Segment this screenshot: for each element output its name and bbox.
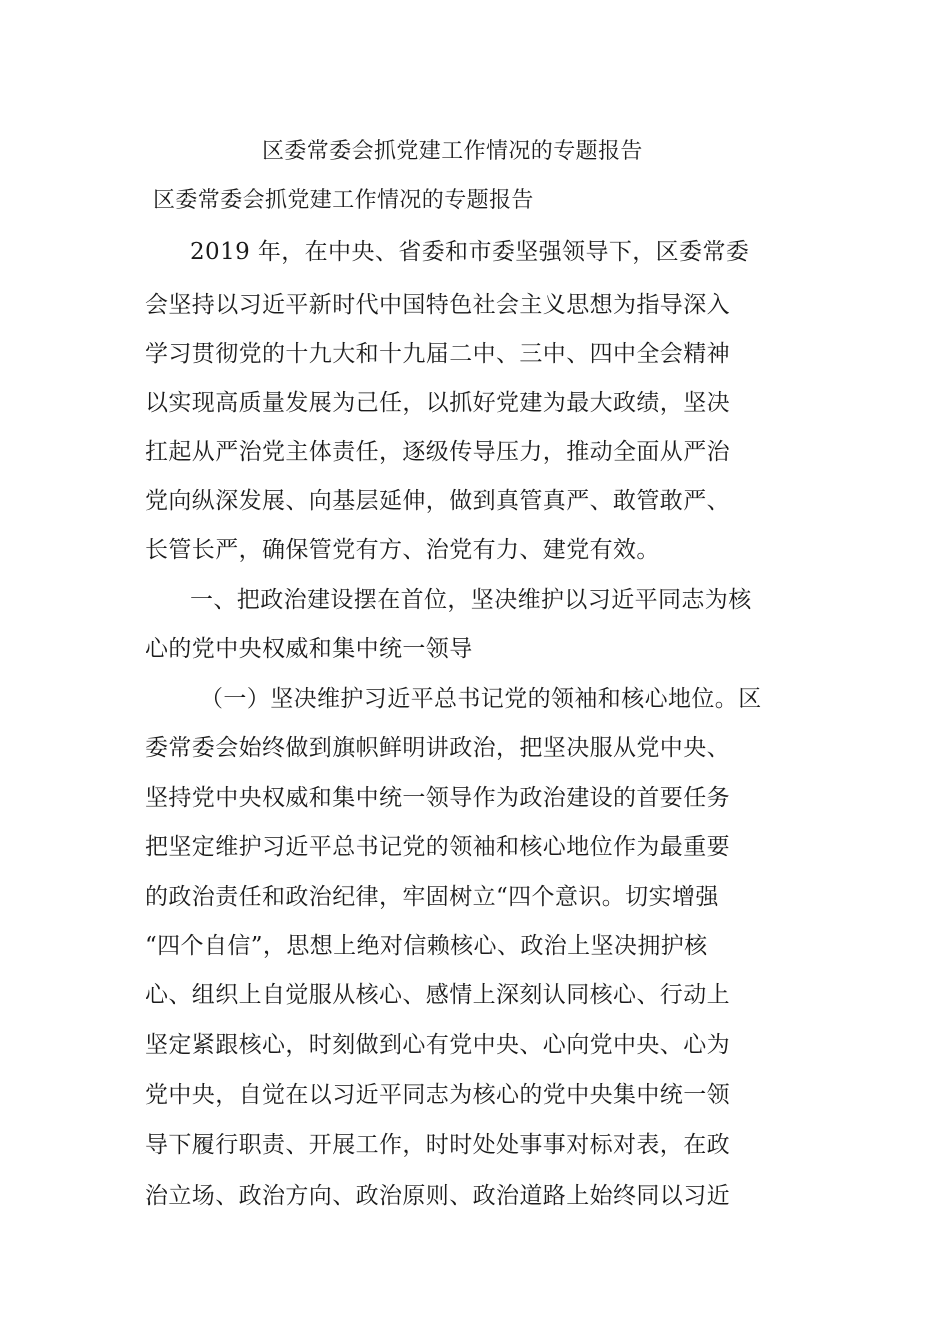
- paragraph-line: 治立场、政治方向、政治原则、政治道路上始终同以习近: [145, 1183, 730, 1209]
- document-title-left: 区委常委会抓党建工作情况的专题报告: [153, 188, 534, 213]
- section-heading-line: 心的党中央权威和集中统一领导: [145, 636, 473, 662]
- paragraph-line: 党向纵深发展、向基层延伸，做到真管真严、敢管敢严、: [145, 488, 730, 514]
- paragraph-line: “四个自信”，思想上绝对信赖核心、政治上坚决拥护核: [145, 933, 708, 959]
- paragraph-line: 扛起从严治党主体责任，逐级传导压力，推动全面从严治: [145, 439, 730, 465]
- document-title-centered: 区委常委会抓党建工作情况的专题报告: [262, 139, 643, 164]
- paragraph-line: 坚持党中央权威和集中统一领导作为政治建设的首要任务: [145, 785, 730, 811]
- paragraph-line: （一）坚决维护习近平总书记党的领袖和核心地位。区: [200, 686, 762, 712]
- paragraph-line: 长管长严，确保管党有方、治党有力、建党有效。: [145, 537, 660, 563]
- paragraph-line: 以实现高质量发展为己任，以抓好党建为最大政绩，坚决: [145, 390, 730, 416]
- paragraph-line: 委常委会始终做到旗帜鲜明讲政治，把坚决服从党中央、: [145, 735, 730, 761]
- paragraph-line: 会坚持以习近平新时代中国特色社会主义思想为指导深入: [145, 292, 730, 318]
- paragraph-line: 的政治责任和政治纪律，牢固树立“四个意识。切实增强: [145, 884, 719, 910]
- paragraph-line: 2019 年，在中央、省委和市委坚强领导下，区委常委: [190, 239, 750, 265]
- paragraph-line: 把坚定维护习近平总书记党的领袖和核心地位作为最重要: [145, 834, 730, 860]
- paragraph-line: 心、组织上自觉服从核心、感情上深刻认同核心、行动上: [145, 982, 730, 1008]
- paragraph-line: 学习贯彻党的十九大和十九届二中、三中、四中全会精神: [145, 341, 730, 367]
- paragraph-line: 导下履行职责、开展工作，时时处处事事对标对表，在政: [145, 1132, 730, 1158]
- paragraph-line: 党中央，自觉在以习近平同志为核心的党中央集中统一领: [145, 1082, 730, 1108]
- paragraph-line: 坚定紧跟核心，时刻做到心有党中央、心向党中央、心为: [145, 1032, 730, 1058]
- section-heading-line: 一、把政治建设摆在首位，坚决维护以习近平同志为核: [190, 587, 752, 613]
